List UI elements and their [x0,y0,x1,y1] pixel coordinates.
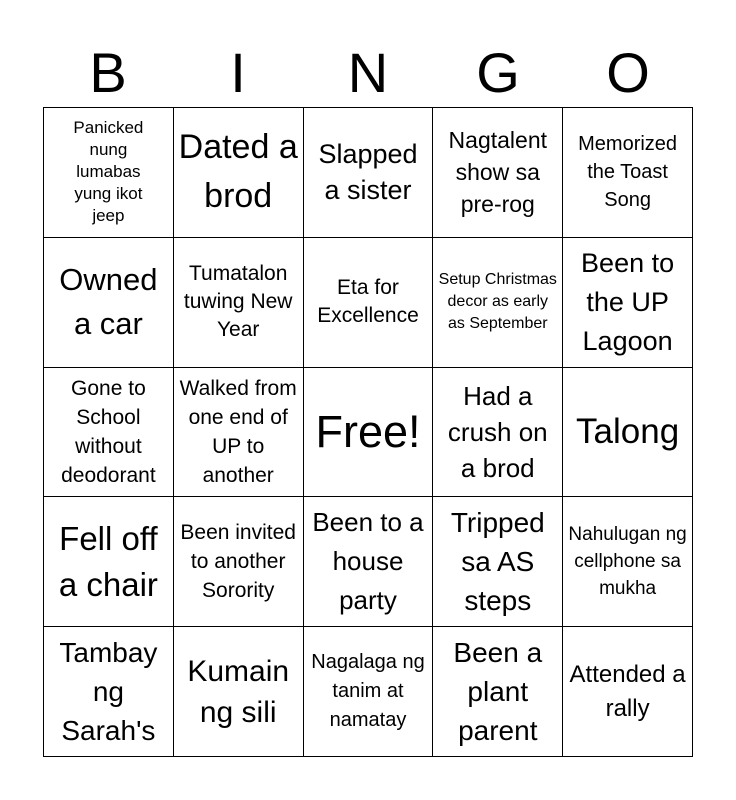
cell-label: Owned a car [59,262,158,342]
bingo-cell[interactable] [174,238,304,368]
cell-label: Tambay ng Sarah's [59,637,158,747]
bingo-cell[interactable] [174,108,304,238]
bingo-cell[interactable] [44,627,174,757]
bingo-cell[interactable] [563,238,693,368]
cell-label: Attended a rally [569,660,686,722]
cell-label: Walked from one end of UP to another [179,376,297,487]
cell-label: Nahulugan ng cellphone sa mukha [568,524,687,600]
cell-label: Kumain ng sili [187,654,290,729]
bingo-cell[interactable] [174,627,304,757]
bingo-cell[interactable] [433,368,563,498]
cell-label: Been to a house party [312,507,424,616]
cell-label: Panicked nung lumabas yung ikot jeep [73,118,144,226]
bingo-cell[interactable] [44,238,174,368]
bingo-cell[interactable] [433,238,563,368]
cell-label: Nagtalent show sa pre-rog [448,127,548,218]
cell-label: Setup Christmas decor as early as September [438,271,557,333]
bingo-cell[interactable] [174,368,304,498]
cell-label: Free! [315,405,421,457]
bingo-cell[interactable] [304,368,434,498]
bingo-cell[interactable] [304,497,434,627]
bingo-cell[interactable] [433,497,563,627]
header-letter-g: G [476,41,520,104]
bingo-cell[interactable] [304,108,434,238]
bingo-cell[interactable] [304,238,434,368]
bingo-cell[interactable] [563,108,693,238]
cell-label: Dated a brod [178,128,298,216]
bingo-cell[interactable] [433,627,563,757]
cell-label: Nagalaga ng tanim at namatay [311,651,425,732]
cell-label: Tripped sa AS steps [450,507,545,617]
bingo-cell[interactable] [44,108,174,238]
header-letter-n: N [347,41,389,104]
cell-label: Talong [576,412,680,452]
header-letter-o: O [606,41,650,104]
bingo-cell[interactable] [44,497,174,627]
cell-label: Been to the UP Lagoon [581,247,675,356]
bingo-cell[interactable] [304,627,434,757]
header-letter-b: B [89,41,127,104]
bingo-cell[interactable] [174,497,304,627]
bingo-board [43,107,693,757]
cell-label: Been a plant parent [453,637,543,747]
cell-label: Slapped a sister [318,139,418,206]
bingo-header [43,40,693,106]
bingo-cell[interactable] [433,108,563,238]
bingo-cell[interactable] [563,368,693,498]
bingo-cell[interactable] [44,368,174,498]
cell-label: Eta for Excellence [317,276,419,328]
cell-label: Tumatalon tuwing New Year [183,262,293,342]
cell-label: Gone to School without deodorant [61,376,156,487]
bingo-cell[interactable] [563,497,693,627]
bingo-cell[interactable] [563,627,693,757]
cell-label: Fell off a chair [58,519,158,603]
cell-label: Memorized the Toast Song [578,133,678,212]
cell-label: Had a crush on a brod [447,380,548,483]
cell-label: Been invited to another Sorority [180,521,296,603]
header-letter-i: I [230,41,246,104]
